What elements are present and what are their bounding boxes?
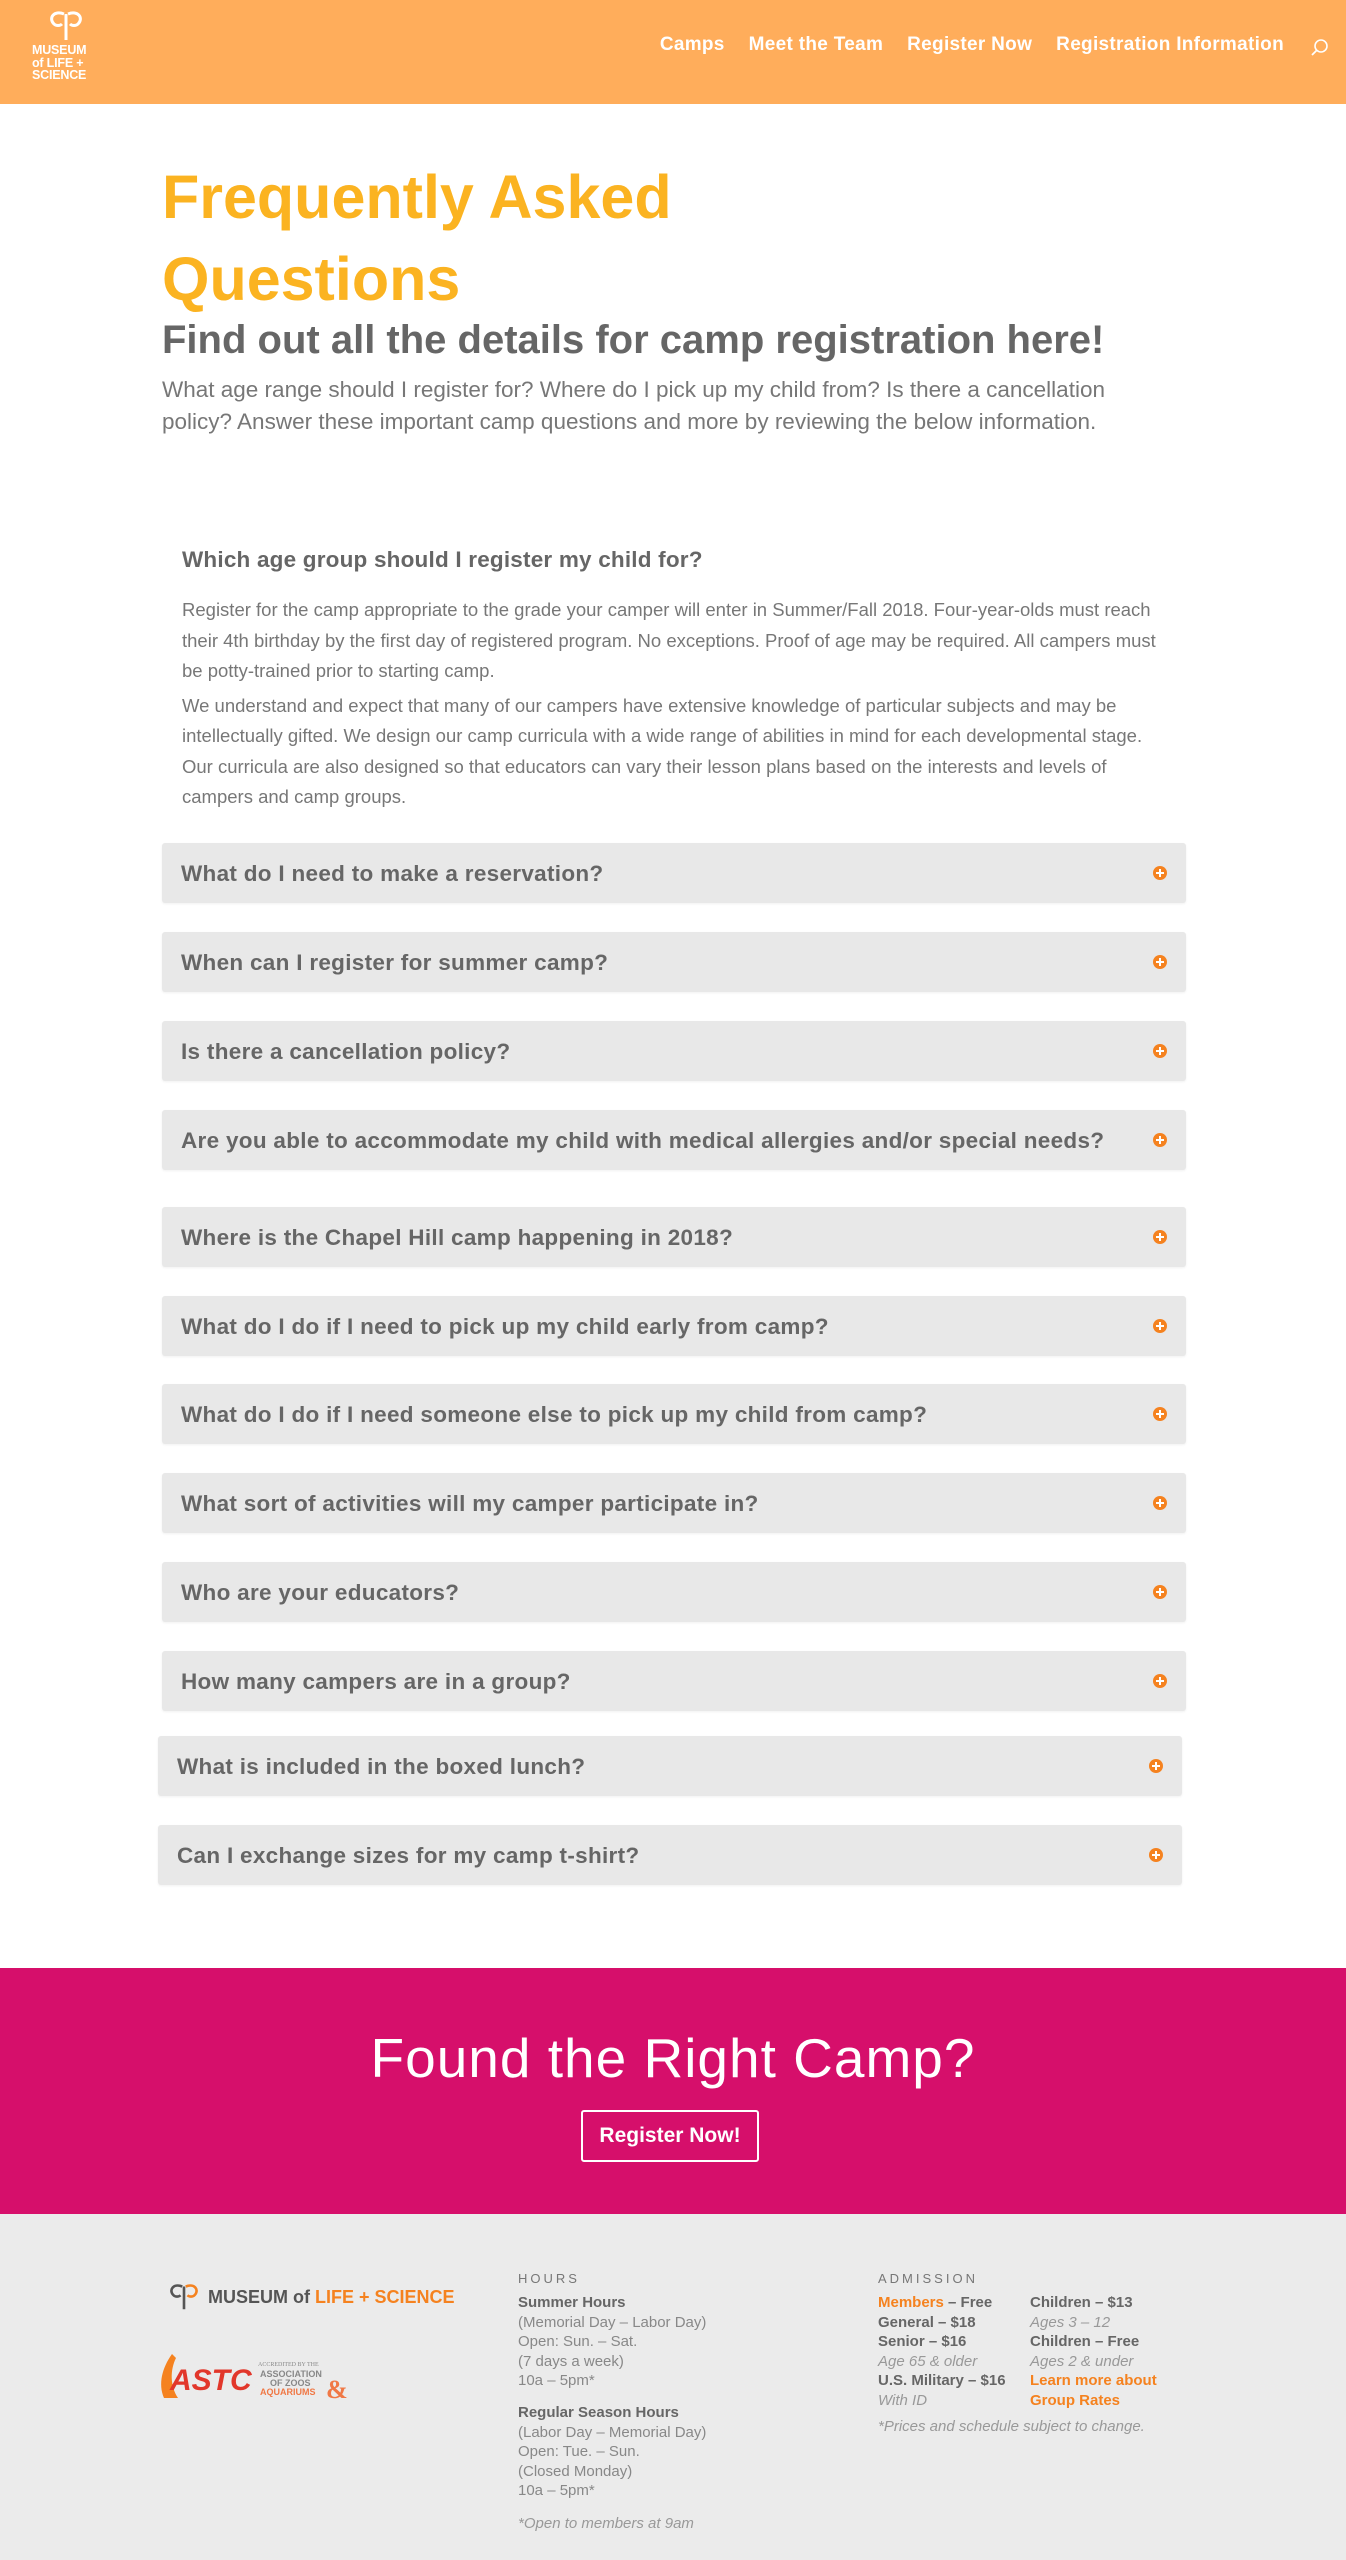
faq-item[interactable] <box>162 843 1186 903</box>
faq-item[interactable] <box>162 1651 1186 1711</box>
summer-hours: Summer Hours (Memorial Day – Labor Day) Open: Sun. – Sat. (7 days a week) 10a – 5pm* <box>518 2294 707 2389</box>
plus-circle-icon[interactable] <box>1153 1133 1167 1147</box>
faq-question: What do I do if I need someone else to pick up my child from camp? <box>181 1402 928 1427</box>
faq-item[interactable] <box>162 1207 1186 1267</box>
group-rates-link[interactable]: Learn more about Group Rates <box>1030 2372 1157 2409</box>
nav-register-now[interactable]: Register Now <box>907 34 1033 55</box>
faq-question: What do I need to make a reservation? <box>181 861 604 886</box>
faq-item[interactable] <box>162 1021 1186 1081</box>
accreditation-logos <box>158 2348 348 2404</box>
faq-question: What is included in the boxed lunch? <box>177 1754 586 1779</box>
plus-circle-icon[interactable] <box>1153 1230 1167 1244</box>
faq-item[interactable] <box>162 1473 1186 1533</box>
faq-question: How many campers are in a group? <box>181 1669 571 1694</box>
faq-open-answer-1: Register for the camp appropriate to the grade your camper will enter in Summer/Fall 2018. Four-year-olds must reach their 4th birthday by the first day of registered program. No exceptions. Proof of age may be required. All campers must be potty-trained prior to starting camp. <box>182 599 1156 681</box>
faq-item[interactable] <box>162 1562 1186 1622</box>
regular-hours: Regular Season Hours (Labor Day – Memorial Day) Open: Tue. – Sun. (Closed Monday) 10a – 5pm* <box>518 2404 707 2499</box>
aza-aquariums: AQUARIUMS <box>260 2387 316 2397</box>
footer-museum-logo[interactable] <box>166 2282 456 2312</box>
hours-heading: HOURS <box>518 2271 580 2286</box>
search-icon[interactable] <box>1310 38 1330 58</box>
faq-open-answer-2: We understand and expect that many of our campers have extensive knowledge of particular subjects and may be intellectually gifted. We design our camp curricula with a wide range of abilities in mind for each developmental stage. Our curricula are also designed so that educators can vary their lesson plans based on the interests and levels of campers and camp groups. <box>182 694 1143 807</box>
astc-text: ASTC <box>170 2364 252 2397</box>
faq-item[interactable] <box>162 1384 1186 1444</box>
site-footer <box>0 2214 1346 2560</box>
plus-circle-icon[interactable] <box>1153 866 1167 880</box>
faq-question: What sort of activities will my camper participate in? <box>181 1491 759 1516</box>
logo-mark-icon <box>46 10 86 42</box>
members-note: *Open to members at 9am <box>518 2515 694 2532</box>
logo-mark-icon <box>166 2283 202 2311</box>
plus-circle-icon[interactable] <box>1153 1496 1167 1510</box>
faq-item[interactable] <box>158 1825 1182 1885</box>
plus-circle-icon[interactable] <box>1153 955 1167 969</box>
faq-question: Is there a cancellation policy? <box>181 1039 511 1064</box>
footer-logo-text: MUSEUM of LIFE + SCIENCE <box>208 2286 455 2307</box>
plus-circle-icon[interactable] <box>1149 1848 1163 1862</box>
logo-line-2: of LIFE + <box>32 55 84 70</box>
nav-registration-information[interactable]: Registration Information <box>1056 34 1284 55</box>
faq-item[interactable] <box>162 932 1186 992</box>
faq-question: Are you able to accommodate my child with medical allergies and/or special needs? <box>181 1128 1105 1153</box>
faq-question: Can I exchange sizes for my camp t-shirt? <box>177 1843 640 1868</box>
faq-question: What do I do if I need to pick up my child early from camp? <box>181 1314 829 1339</box>
page-subtitle: Find out all the details for camp registration here! <box>162 318 1105 362</box>
faq-item[interactable] <box>162 1296 1186 1356</box>
svg-text:&: & <box>326 2375 348 2404</box>
plus-circle-icon[interactable] <box>1153 1585 1167 1599</box>
page-title: Frequently Asked Questions <box>162 163 672 313</box>
plus-circle-icon[interactable] <box>1153 1674 1167 1688</box>
faq-item-open <box>162 516 1186 827</box>
main-nav <box>660 34 1284 56</box>
nav-camps[interactable]: Camps <box>659 34 725 55</box>
logo-line-1: MUSEUM <box>32 43 87 57</box>
cta-title: Found the Right Camp? <box>370 2027 976 2089</box>
members-link[interactable]: Members <box>878 2294 944 2311</box>
aza-association: ASSOCIATION <box>260 2369 322 2379</box>
faq-question: Who are your educators? <box>181 1580 460 1605</box>
admission-col-2: Children – $13 Ages 3 – 12 Children – Free Ages 2 & under Learn more about Group Rates <box>1030 2294 1157 2409</box>
register-now-button[interactable]: Register Now! <box>581 2110 759 2162</box>
nav-meet-the-team[interactable]: Meet the Team <box>748 34 884 55</box>
faq-item[interactable] <box>158 1736 1182 1796</box>
plus-circle-icon[interactable] <box>1149 1759 1163 1773</box>
prices-disclaimer: *Prices and schedule subject to change. <box>878 2418 1145 2435</box>
plus-circle-icon[interactable] <box>1153 1044 1167 1058</box>
faq-open-question[interactable]: Which age group should I register my child for? <box>182 547 703 572</box>
aza-of-zoos: OF ZOOS <box>270 2378 311 2388</box>
cta-banner <box>0 1968 1346 2214</box>
faq-question: Where is the Chapel Hill camp happening in 2018? <box>181 1225 734 1250</box>
museum-logo[interactable] <box>32 10 98 88</box>
site-header <box>0 0 1346 104</box>
logo-line-3: SCIENCE <box>32 68 87 82</box>
faq-item[interactable] <box>162 1110 1186 1170</box>
admission-heading: ADMISSION <box>878 2271 978 2286</box>
intro-text: What age range should I register for? Where do I pick up my child from? Is there a cancellation policy? Answer these important camp questions and more by reviewing the below information. <box>162 377 1105 434</box>
plus-circle-icon[interactable] <box>1153 1407 1167 1421</box>
plus-circle-icon[interactable] <box>1153 1319 1167 1333</box>
admission-col-1: Members – Free General – $18 Senior – $16 Age 65 & older U.S. Military – $16 With ID <box>878 2294 1006 2409</box>
faq-question: When can I register for summer camp? <box>181 950 609 975</box>
aza-accredited: ACCREDITED BY THE <box>258 2362 319 2368</box>
